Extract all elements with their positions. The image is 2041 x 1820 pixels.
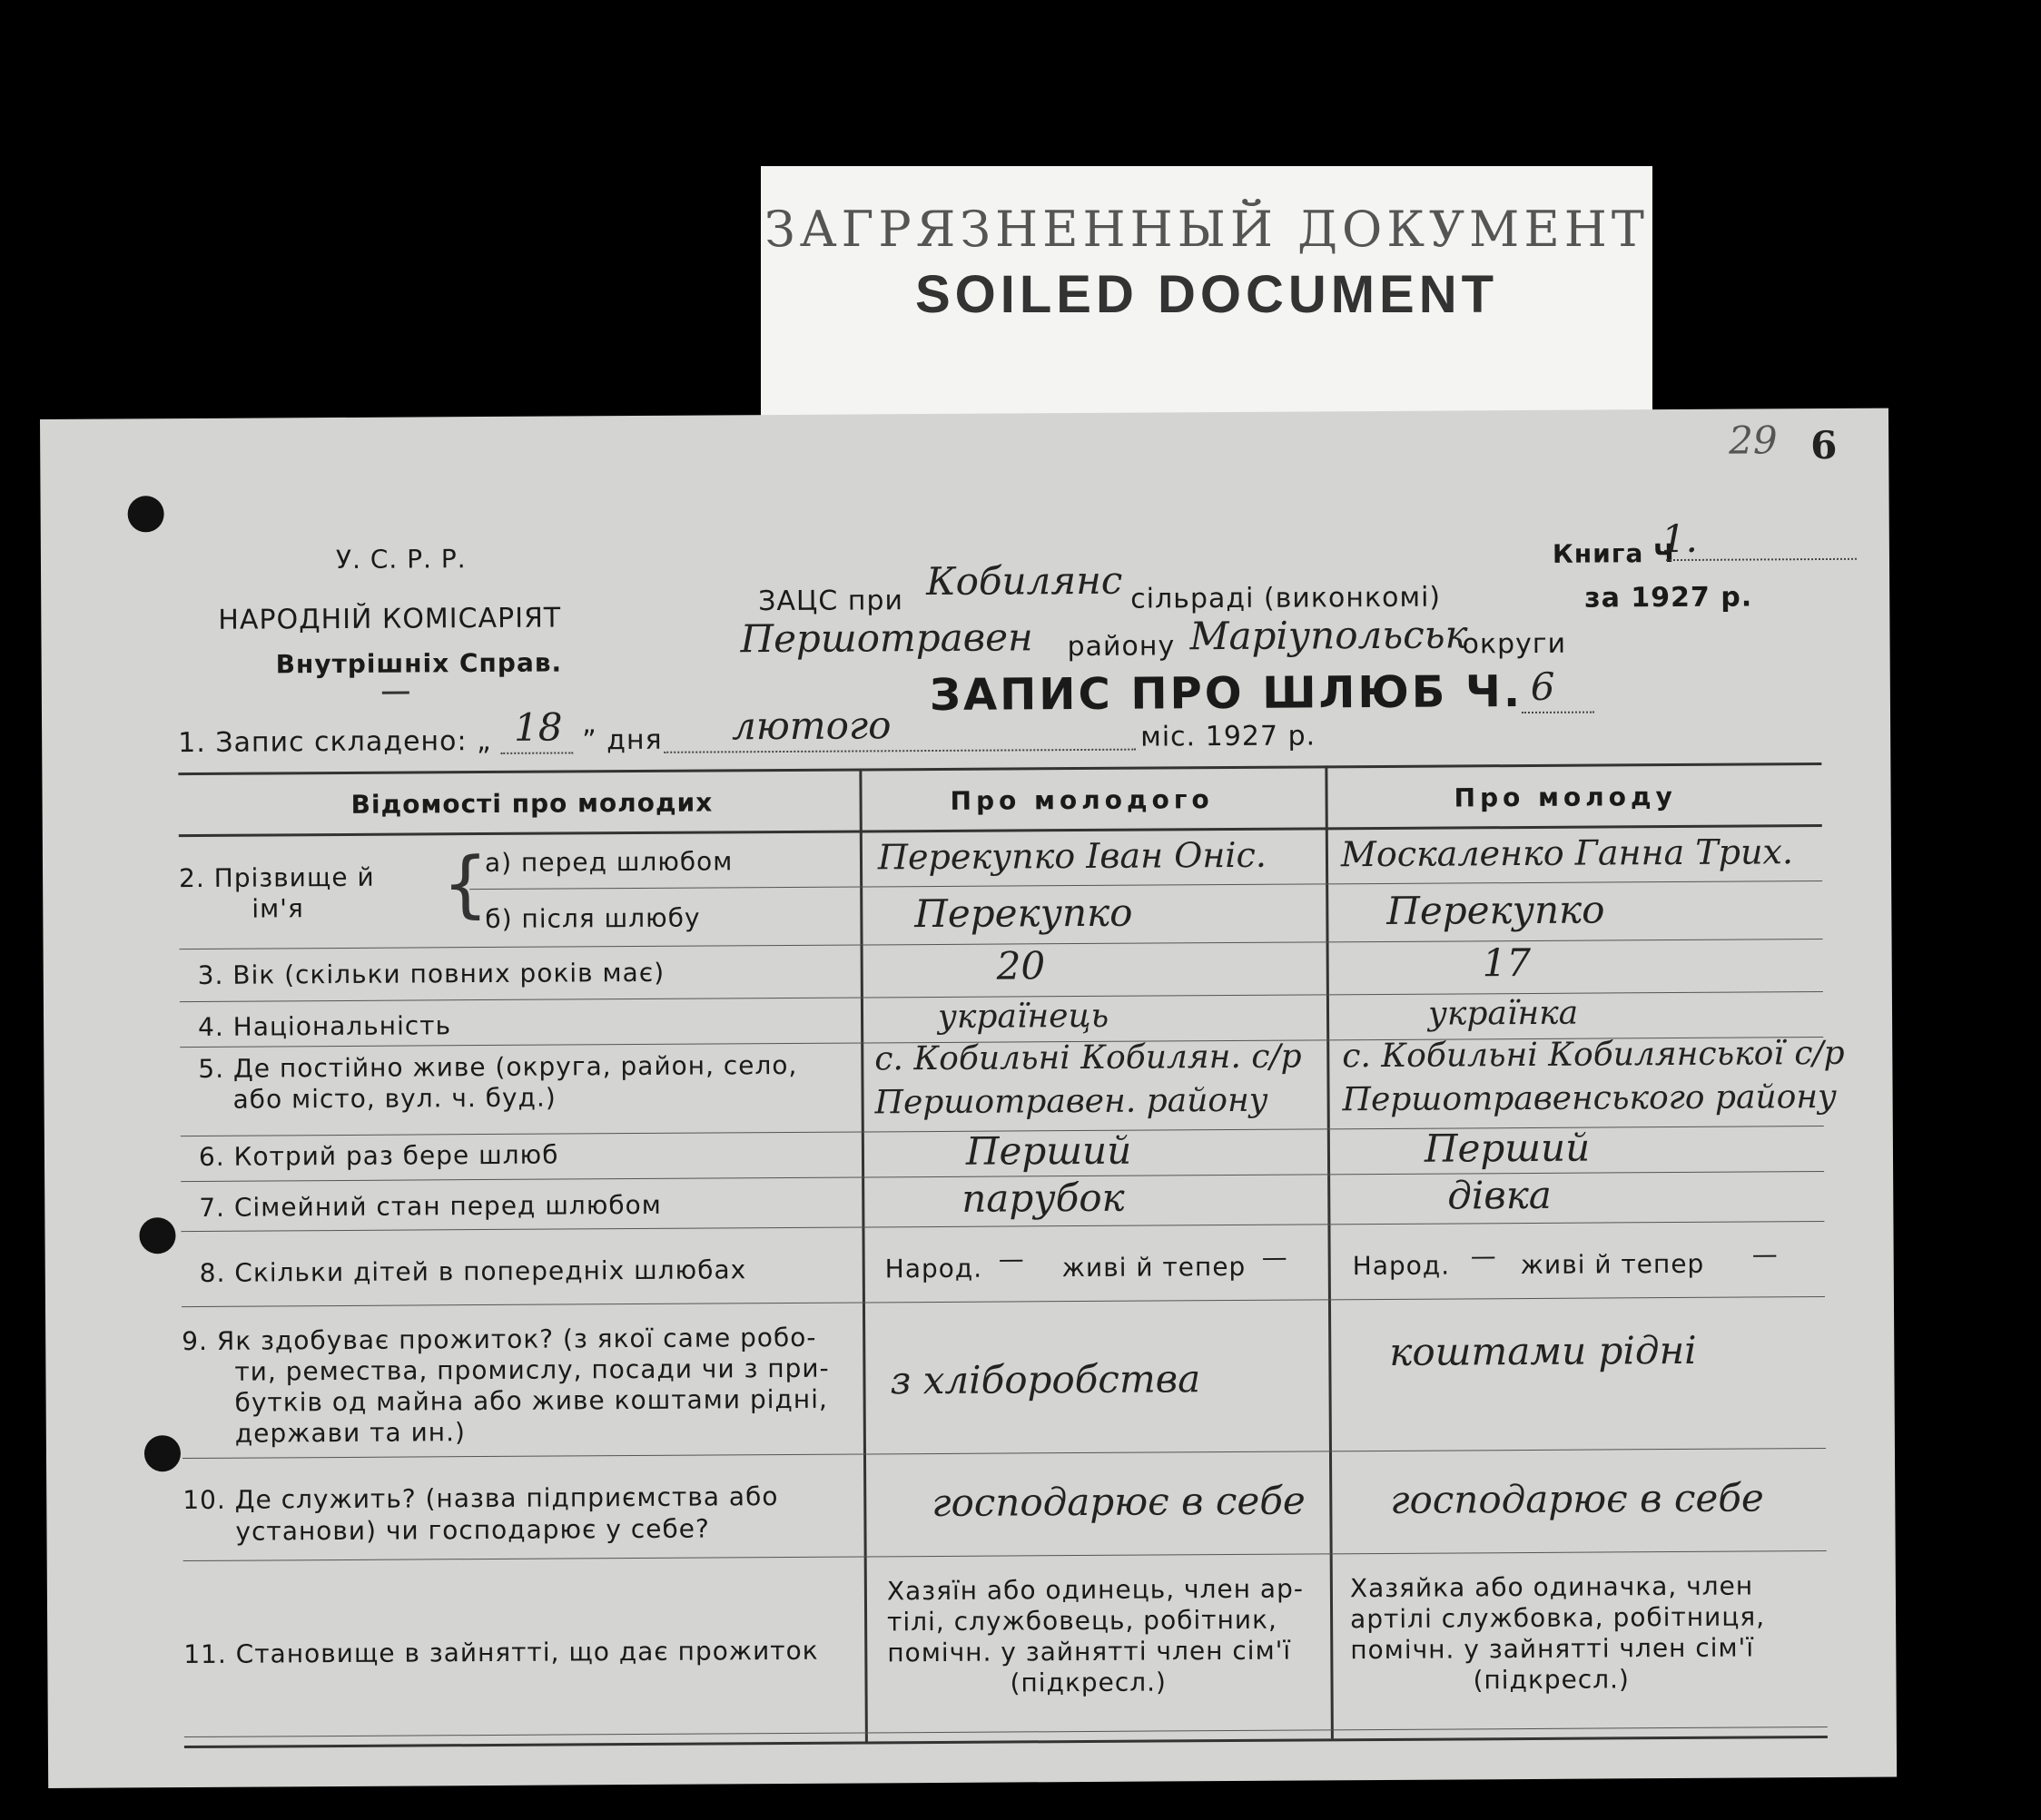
village-handwritten: Кобилянс xyxy=(925,557,1123,605)
bride-occupation-status-4: (підкресл.) xyxy=(1473,1664,1631,1696)
row-line xyxy=(184,1727,1828,1737)
zags-prefix: ЗАЦС при xyxy=(758,585,904,618)
bride-address-1: с. Кобильні Кобилянської с/р xyxy=(1342,1034,1845,1076)
groom-address-2: Першотравен. району xyxy=(874,1081,1268,1122)
bride-occupation-status-3: помічн. у зайнятті член сім'ї xyxy=(1350,1632,1755,1666)
bride-age: 17 xyxy=(1482,940,1532,986)
dept-label: Внутрішніх Справ. xyxy=(275,647,563,680)
row9-label-2: ти, ремества, промислу, посади чи з при- xyxy=(234,1353,830,1387)
row2b-label: б) після шлюбу xyxy=(485,902,701,935)
bride-children-born-value: — xyxy=(1470,1241,1497,1272)
row-line xyxy=(182,1448,1826,1459)
archive-number: 29 xyxy=(1729,418,1778,463)
row7-label: 7. Сімейний стан перед шлюбом xyxy=(199,1189,662,1223)
punch-hole-2 xyxy=(139,1217,175,1254)
bride-name-before: Москаленко Ганна Трих. xyxy=(1340,831,1794,875)
column-divider-2 xyxy=(1325,765,1334,1738)
row6-label: 6. Котрий раз бере шлюб xyxy=(198,1139,559,1172)
punch-hole-3 xyxy=(144,1435,181,1471)
groom-workplace: господарює в себе xyxy=(932,1478,1306,1526)
book-line xyxy=(1666,558,1857,561)
row4-label: 4. Національність xyxy=(197,1010,452,1042)
bride-marital-status: дівка xyxy=(1447,1172,1553,1218)
month-handwritten: лютого xyxy=(731,703,892,749)
groom-children-born-label: Народ. xyxy=(884,1253,983,1284)
marriage-record-card xyxy=(40,408,1897,1788)
sheet-number: 6 xyxy=(1810,422,1838,468)
commissariat-label: НАРОДНІЙ КОМІСАРІЯТ xyxy=(218,602,562,636)
row2-label-2: ім'я xyxy=(251,893,304,924)
bride-occupation-status-1: Хазяйка або одиначка, член xyxy=(1349,1570,1754,1604)
table-top-border xyxy=(178,762,1821,775)
row2a-label: а) перед шлюбом xyxy=(484,846,734,879)
book-label: Книга Ч xyxy=(1552,538,1675,569)
record-number: 6 xyxy=(1530,664,1555,709)
year-label: за 1927 р. xyxy=(1584,581,1753,615)
groom-occupation-status-2: тілі, службовець, робітник, xyxy=(887,1604,1277,1638)
col-bride-header: Про молоду xyxy=(1454,781,1677,813)
raion-handwritten: Першотравен xyxy=(740,615,1033,662)
column-divider-1 xyxy=(859,768,868,1741)
divider xyxy=(382,692,409,694)
ussr-label: У. С. Р. Р. xyxy=(335,544,467,576)
bride-children-alive-value: — xyxy=(1751,1239,1779,1270)
row9-label-3: бутків од майна або живе коштами рідні, xyxy=(234,1383,828,1418)
bride-livelihood: коштами рідні xyxy=(1389,1327,1697,1374)
table-bottom-border xyxy=(184,1736,1828,1748)
groom-children-born-value: — xyxy=(998,1244,1025,1274)
groom-occupation-status-1: Хазяїн або одинець, член ар- xyxy=(886,1573,1305,1607)
day-line xyxy=(500,752,573,753)
row11-label: 11. Становище в зайнятті, що дає прожиток xyxy=(183,1635,819,1670)
row10-label-2: установи) чи господарює у себе? xyxy=(235,1513,710,1547)
col-info-header: Відомості про молодих xyxy=(350,787,714,820)
groom-nationality: українець xyxy=(937,997,1109,1036)
row3-label: 3. Вік (скільки повних років має) xyxy=(197,957,666,990)
record-title: ЗАПИС ПРО ШЛЮБ Ч. xyxy=(929,666,1523,722)
row-line xyxy=(181,1221,1824,1232)
row-line xyxy=(182,1296,1825,1307)
col-groom-header: Про молодого xyxy=(950,784,1214,816)
bride-children-born-label: Народ. xyxy=(1352,1250,1451,1282)
label-russian: ЗАГРЯЗНЕННЫЙ ДОКУМЕНТ xyxy=(764,201,1649,258)
bride-name-after: Перекупко xyxy=(1386,887,1605,933)
groom-occupation-status-3: помічн. у зайнятті член сім'ї xyxy=(887,1635,1292,1668)
day-label: ” дня xyxy=(582,723,663,757)
date-label: 1. Запис складено: „ xyxy=(178,724,492,760)
bride-marriage-count: Перший xyxy=(1424,1125,1591,1171)
bride-workplace: господарює в себе xyxy=(1390,1475,1764,1522)
bride-nationality: українка xyxy=(1427,994,1579,1033)
row10-label-1: 10. Де служить? (назва підприємства або xyxy=(182,1481,779,1516)
soiled-document-label xyxy=(761,166,1652,438)
label-english: SOILED DOCUMENT xyxy=(914,265,1499,324)
row-line xyxy=(183,1550,1827,1561)
month-line xyxy=(664,749,1136,753)
row5-label-2: або місто, вул. ч. буд.) xyxy=(232,1082,557,1115)
zags-suffix: сільраді (виконкомі) xyxy=(1130,581,1442,615)
row2-label: 2. Прізвище й xyxy=(178,861,375,894)
bride-address-2: Першотравенського району xyxy=(1342,1077,1838,1119)
record-number-line xyxy=(1522,712,1594,713)
row9-label-1: 9. Як здобуває прожиток? (з якої саме робо- xyxy=(182,1322,817,1357)
row5-label: 5. Де постійно живе (округа, район, село, xyxy=(198,1049,798,1084)
groom-children-alive-label: живі й тепер xyxy=(1061,1251,1247,1284)
groom-name-before: Перекупко Іван Оніс. xyxy=(877,834,1267,878)
bride-occupation-status-2: артілі службовка, робітниця, xyxy=(1350,1601,1766,1635)
okrug-label: округи xyxy=(1462,627,1567,661)
groom-marital-status: парубок xyxy=(961,1175,1125,1221)
day-handwritten: 18 xyxy=(513,704,563,750)
raion-label: району xyxy=(1067,630,1176,664)
bride-children-alive-label: живі й тепер xyxy=(1520,1248,1705,1281)
row9-label-4: держави та ин.) xyxy=(234,1417,466,1449)
row2-mid-line xyxy=(469,880,1822,890)
row8-label: 8. Скільки дітей в попередніх шлюбах xyxy=(199,1254,747,1288)
groom-children-alive-value: — xyxy=(1261,1242,1288,1273)
groom-address-1: с. Кобильні Кобилян. с/р xyxy=(874,1038,1302,1078)
groom-occupation-status-4: (підкресл.) xyxy=(1010,1667,1168,1698)
brace: { xyxy=(441,841,489,927)
month-label: міс. 1927 р. xyxy=(1140,720,1316,753)
punch-hole-1 xyxy=(128,496,164,532)
groom-age: 20 xyxy=(996,943,1046,989)
groom-name-after: Перекупко xyxy=(914,890,1133,937)
groom-marriage-count: Перший xyxy=(965,1127,1132,1174)
groom-livelihood: з хліборобства xyxy=(890,1356,1201,1403)
okrug-handwritten: Маріупольськ xyxy=(1189,612,1468,659)
book-number: 1. xyxy=(1661,516,1699,562)
